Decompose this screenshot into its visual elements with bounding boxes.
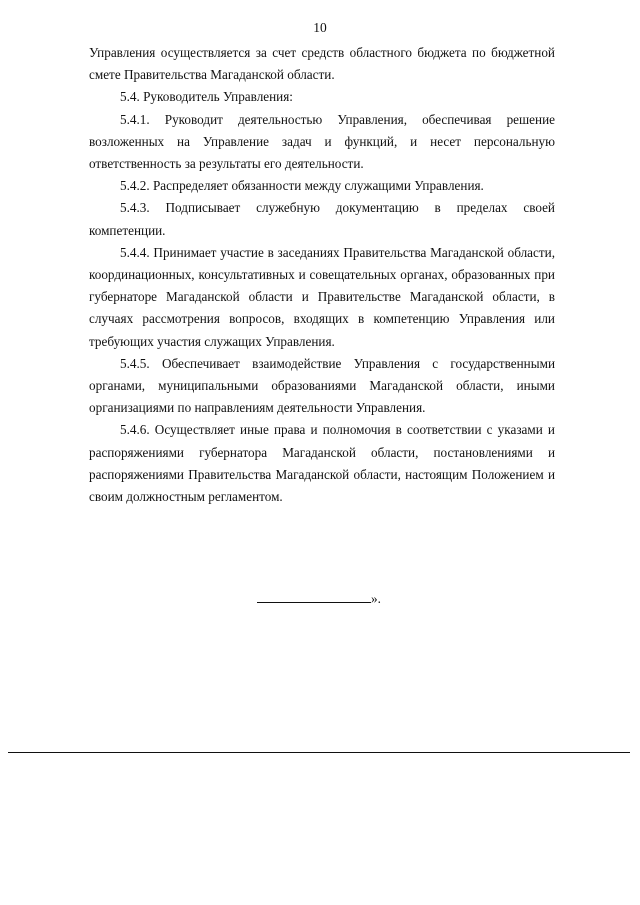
document-body (89, 42, 555, 508)
closing-line (257, 590, 381, 607)
closing-quote-mark: ». (371, 591, 381, 606)
paragraph-5-4: 5.4. Руководитель Управления: (120, 89, 293, 105)
page-number: 10 (313, 20, 327, 35)
paragraph-5-4-2: 5.4.2. Распределяет обязанности между служащими Управления. (120, 178, 484, 194)
footer-divider (8, 752, 630, 753)
signature-underline (257, 590, 371, 603)
paragraph-5-4-1: 5.4.1. Руководит деятельностью Управления, обеспечивая решение возложенных на Управление задач и функций, и несет персональную ответственность за результаты его деятельности. (89, 111, 555, 172)
paragraph-5-4-4: 5.4.4. Принимает участие в заседаниях Правительства Магаданской области, координационных, консультативных и совещательных органах, образованных при губернаторе Магаданской области и Правительстве Магаданской области, в случаях рассмотрения вопросов, входящих в компетенцию Управления или требующих участия служащих Управления. (89, 244, 555, 349)
paragraph-continuation: Управления осуществляется за счет средств областного бюджета по бюджетной смете Правительства Магаданской области. (89, 45, 555, 83)
paragraph-5-4-3: 5.4.3. Подписывает служебную документацию в пределах своей компетенции. (89, 200, 555, 238)
paragraph-5-4-6: 5.4.6. Осуществляет иные права и полномочия в соответствии с указами и распоряжениями губернатора Магаданской области, постановлениями и распоряжениями Правительства Магаданской области, настоящим Положением и своим должностным регламентом. (89, 422, 555, 505)
paragraph-5-4-5: 5.4.5. Обеспечивает взаимодействие Управления с государственными органами, муниципальными образованиями Магаданской области, иными организациями по направлениям деятельности Управления. (89, 355, 555, 416)
